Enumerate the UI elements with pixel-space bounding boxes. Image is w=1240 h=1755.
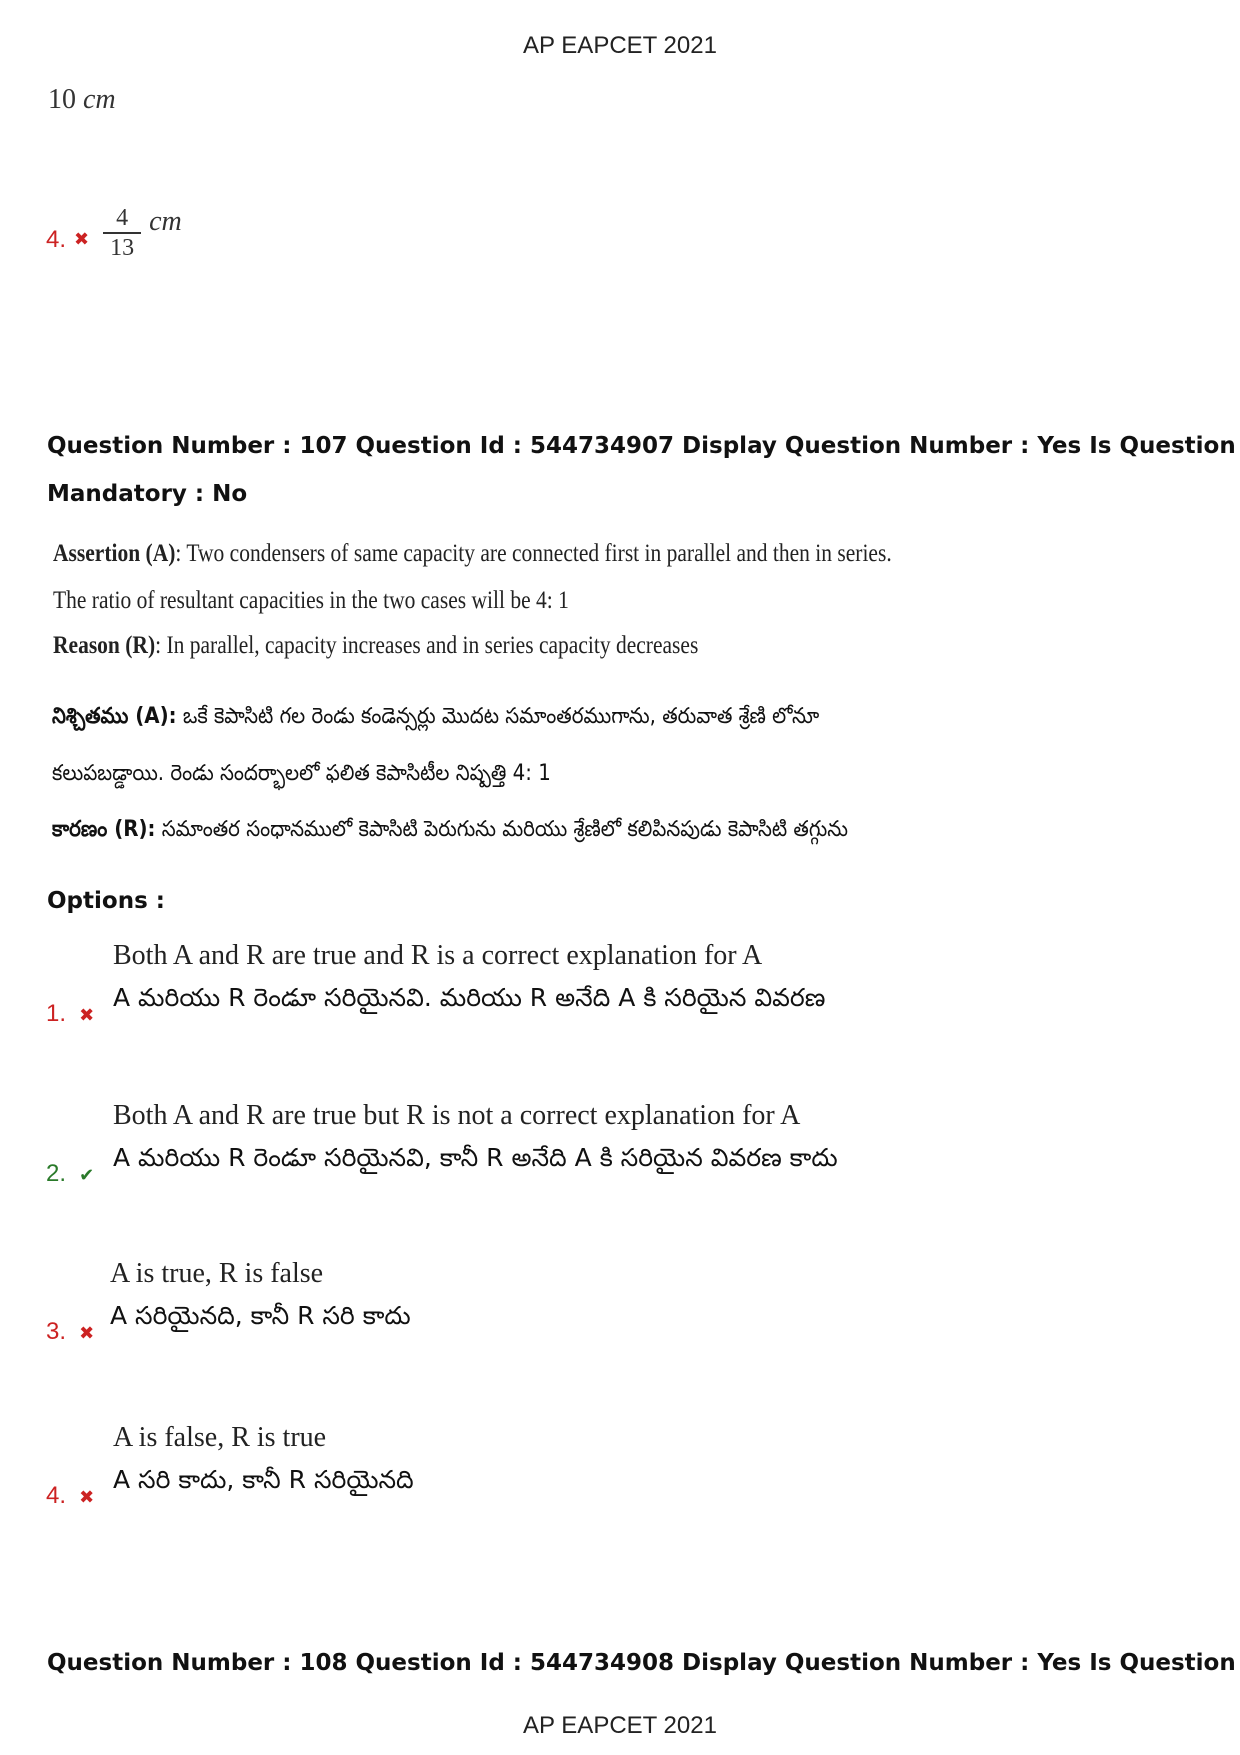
option-2-english: Both A and R are true but R is not a correct explanation for A — [113, 1100, 801, 1131]
te-assertion-line-2: కలుపబడ్డాయి. రెండు సందర్భాలలో ఫలిత కెపాసిటీల నిష్పత్తి 4: 1 — [52, 761, 551, 786]
assertion-label: Assertion (A) — [53, 540, 176, 567]
options-label: Options : — [47, 888, 165, 914]
fragment-unit: cm — [83, 84, 116, 115]
assertion-line-2: The ratio of resultant capacities in the two cases will be 4: 1 — [53, 587, 569, 614]
te-reason-line — [52, 817, 848, 847]
fraction — [103, 204, 141, 262]
option-number: 4. — [46, 226, 67, 253]
option-1-marker — [46, 1000, 94, 1028]
cross-icon: ✖ — [79, 1487, 95, 1508]
fraction-numerator: 4 — [116, 205, 129, 231]
fraction-denominator: 13 — [110, 235, 135, 261]
option-2-marker — [46, 1160, 94, 1188]
option-4-telugu: A సరి కాదు, కానీ R సరియైనది — [113, 1465, 414, 1494]
cross-icon: ✖ — [79, 1005, 95, 1026]
fraction-unit: cm — [149, 206, 182, 237]
option-number: 4. — [46, 1482, 67, 1509]
fraction-answer — [103, 204, 182, 262]
reason-text: : In parallel, capacity increases and in series capacity decreases — [155, 632, 699, 659]
reason-line — [53, 632, 698, 660]
option-3-marker — [46, 1318, 94, 1346]
option-1-english: Both A and R are true and R is a correct explanation for A — [113, 940, 763, 971]
reason-label: Reason (R) — [53, 632, 156, 659]
question-108-meta: Question Number : 108 Question Id : 544734908 Display Question Number : Yes Is Question — [47, 1650, 1236, 1676]
option-4-marker — [46, 1482, 94, 1510]
fragment-value: 10 — [48, 84, 76, 115]
option-number: 2. — [46, 1160, 67, 1187]
cross-icon: ✖ — [74, 229, 90, 250]
page-footer: AP EAPCET 2021 — [523, 1712, 717, 1739]
te-reason-label: కారణం (R): — [52, 817, 156, 842]
te-assertion-text: ఒకే కెపాసిటి గల రెండు కండెన్సర్లు మొదట సమాంతరముగాను, తరువాత శ్రేణి లోనూ — [176, 704, 820, 729]
option-1-telugu: A మరియు R రెండూ సరియైనవి. మరియు R అనేది A కి సరియైన వివరణ — [113, 983, 826, 1012]
cross-icon: ✖ — [79, 1323, 95, 1344]
option-number: 1. — [46, 1000, 67, 1027]
question-107-mandatory: Mandatory : No — [47, 481, 248, 507]
option-3-english: A is true, R is false — [110, 1258, 324, 1289]
option-3-telugu: A సరియైనది, కానీ R సరి కాదు — [110, 1301, 411, 1330]
check-icon: ✔ — [79, 1165, 95, 1186]
page-header: AP EAPCET 2021 — [523, 32, 717, 59]
option-2-telugu: A మరియు R రెండూ సరియైనవి, కానీ R అనేది A కి సరియైన వివరణ కాదు — [113, 1143, 838, 1172]
assertion-line — [53, 540, 892, 568]
option-4-english: A is false, R is true — [113, 1422, 327, 1453]
te-assertion-line — [52, 704, 819, 734]
question-107-meta: Question Number : 107 Question Id : 544734907 Display Question Number : Yes Is Question — [47, 433, 1236, 459]
prev-option-4 — [46, 204, 182, 262]
assertion-text: : Two condensers of same capacity are connected first in parallel and then in series. — [175, 540, 892, 567]
option-number: 3. — [46, 1318, 67, 1345]
prev-option-fragment — [48, 84, 116, 116]
te-reason-text: సమాంతర సంధానములో కెపాసిటి పెరుగును మరియు శ్రేణిలో కలిపినపుడు కెపాసిటి తగ్గును — [155, 817, 848, 842]
te-assertion-label: నిశ్చితము (A): — [52, 704, 177, 729]
